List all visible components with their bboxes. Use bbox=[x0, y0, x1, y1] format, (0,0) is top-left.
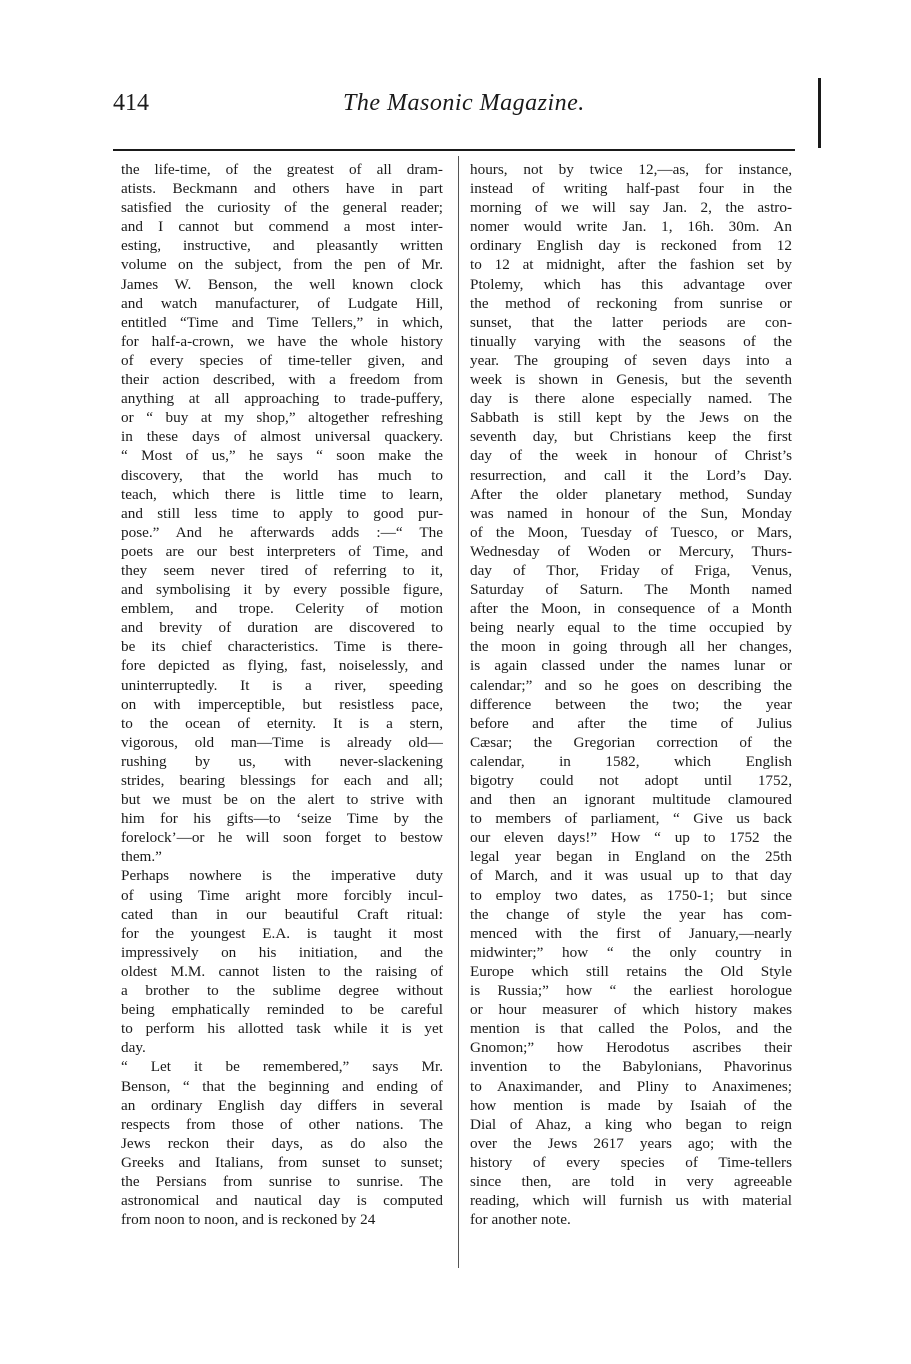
text-line: Ptolemy, which has this advantage over bbox=[470, 275, 792, 293]
text-line: impressively on his initiation, and the bbox=[121, 943, 443, 961]
text-line: of March, and it was usual up to that day bbox=[470, 867, 792, 885]
header-rule bbox=[113, 149, 795, 151]
text-line: them.” bbox=[121, 848, 162, 866]
text-line: Greeks and Italians, from sunset to sunset; bbox=[121, 1153, 443, 1171]
text-line: for another note. bbox=[470, 1211, 571, 1229]
text-line: respects from those of other nations. The bbox=[121, 1115, 443, 1133]
text-line: vigorous, old man—Time is already old— bbox=[121, 733, 443, 751]
text-line: atists. Beckmann and others have in part bbox=[121, 180, 443, 198]
text-line: and watch manufacturer, of Ludgate Hill, bbox=[121, 294, 443, 312]
text-line: Jews reckon their days, as do also the bbox=[121, 1134, 443, 1152]
text-line: anything at all approaching to trade-puffery, bbox=[121, 390, 443, 408]
text-line: tinually varying with the seasons of the bbox=[470, 332, 792, 350]
text-line: poets are our best interpreters of Time, and bbox=[121, 542, 443, 560]
text-line: a brother to the sublime degree without bbox=[121, 982, 443, 1000]
text-line: to 12 at midnight, after the fashion set by bbox=[470, 256, 792, 274]
text-line: they seem never tired of referring to it, bbox=[121, 561, 443, 579]
right-column bbox=[470, 160, 792, 1229]
text-line: be its chief characteristics. Time is there- bbox=[121, 638, 443, 656]
text-line: the moon in going through all her changes, bbox=[470, 638, 792, 656]
column-divider bbox=[458, 156, 459, 1268]
text-line: day of Thor, Friday of Friga, Venus, bbox=[470, 561, 792, 579]
text-line: since then, are told in very agreeable bbox=[470, 1172, 792, 1190]
text-line: Sabbath is still kept by the Jews on the bbox=[470, 409, 792, 427]
text-line: instead of writing half-past four in the bbox=[470, 180, 792, 198]
text-line: or hour measurer of which history makes bbox=[470, 1001, 792, 1019]
text-line: to the ocean of eternity. It is a stern, bbox=[121, 714, 443, 732]
text-line: “ Let it be remembered,” says Mr. bbox=[121, 1058, 443, 1076]
text-line: calendar;” and so he goes on describing the bbox=[470, 676, 792, 694]
text-line: in these days of almost universal quackery. bbox=[121, 428, 443, 446]
text-line: of using Time aright more forcibly incul- bbox=[121, 886, 443, 904]
text-line: year. The grouping of seven days into a bbox=[470, 351, 792, 369]
text-line: and I cannot but commend a most inter- bbox=[121, 218, 443, 236]
text-line: volume on the subject, from the pen of Mr. bbox=[121, 256, 443, 274]
text-line: is again classed under the names lunar or bbox=[470, 657, 792, 675]
text-line: ordinary English day is reckoned from 12 bbox=[470, 237, 792, 255]
text-line: mention is that called the Polos, and the bbox=[470, 1020, 792, 1038]
text-line: nomer would write Jan. 1, 16h. 30m. An bbox=[470, 218, 792, 236]
text-line: on with imperceptible, but resistless pace, bbox=[121, 695, 443, 713]
text-line: strides, bearing blessings for each and all; bbox=[121, 772, 443, 789]
text-line: is Russia;” how “ the earliest horologue bbox=[470, 982, 792, 1000]
text-line: Saturday of Saturn. The Month named bbox=[470, 581, 792, 599]
text-line: morning of we will say Jan. 2, the astro- bbox=[470, 199, 792, 217]
text-line: menced with the first of January,—nearly bbox=[470, 924, 792, 942]
left-column bbox=[121, 160, 443, 1229]
text-line: how mention is made by Isaiah of the bbox=[470, 1096, 792, 1114]
text-line: hours, not by twice 12,—as, for instance, bbox=[470, 161, 792, 178]
text-line: and symbolising it by every possible figure, bbox=[121, 581, 443, 599]
text-line: for the youngest E.A. is taught it most bbox=[121, 924, 443, 942]
text-line: over the Jews 2617 years ago; with the bbox=[470, 1134, 792, 1152]
text-line: day. bbox=[121, 1039, 146, 1057]
text-line: of every species of time-teller given, and bbox=[121, 351, 443, 369]
text-line: an ordinary English day differs in several bbox=[121, 1096, 443, 1114]
text-line: Benson, “ that the beginning and ending of bbox=[121, 1077, 443, 1095]
text-line: invention to the Babylonians, Phavorinus bbox=[470, 1058, 792, 1076]
text-line: pose.” And he afterwards adds :—“ The bbox=[121, 523, 443, 541]
text-line: Dial of Ahaz, a king who began to reign bbox=[470, 1115, 792, 1133]
text-line: rushing by us, with never-slackening bbox=[121, 752, 443, 770]
margin-mark bbox=[818, 78, 821, 148]
text-line: reading, which will furnish us with material bbox=[470, 1192, 792, 1210]
page-number: 414 bbox=[113, 90, 149, 116]
text-line: but we must be on the alert to strive with bbox=[121, 791, 443, 809]
text-line: history of every species of Time-tellers bbox=[470, 1153, 792, 1171]
text-line: Gnomon;” how Herodotus ascribes their bbox=[470, 1039, 792, 1057]
text-line: and brevity of duration are discovered to bbox=[121, 619, 443, 637]
text-line: uninterruptedly. It is a river, speeding bbox=[121, 676, 443, 694]
text-line: the method of reckoning from sunrise or bbox=[470, 294, 792, 312]
text-line: for half-a-crown, we have the whole history bbox=[121, 332, 443, 350]
text-line: to perform his allotted task while it is yet bbox=[121, 1020, 443, 1038]
text-line: Europe which still retains the Old Style bbox=[470, 962, 792, 980]
text-line: Cæsar; the Gregorian correction of the bbox=[470, 733, 792, 751]
text-line: satisfied the curiosity of the general reader; bbox=[121, 199, 443, 217]
text-line: the life-time, of the greatest of all dram- bbox=[121, 161, 443, 178]
text-line: sunset, that the latter periods are con- bbox=[470, 313, 792, 331]
text-line: seventh day, but Christians keep the first bbox=[470, 428, 792, 446]
text-line: before and after the time of Julius bbox=[470, 714, 792, 732]
text-line: to members of parliament, “ Give us back bbox=[470, 810, 792, 828]
text-line: the Persians from sunrise to sunrise. The bbox=[121, 1172, 443, 1190]
text-line: day is there alone especially named. The bbox=[470, 390, 792, 408]
text-line: cated than in our beautiful Craft ritual: bbox=[121, 905, 443, 923]
running-title: The Masonic Magazine. bbox=[343, 90, 585, 116]
text-line: Perhaps nowhere is the imperative duty bbox=[121, 867, 443, 885]
text-line: the change of style the year has com- bbox=[470, 905, 792, 923]
page-header bbox=[113, 90, 793, 130]
text-line: forelock’—or he will soon forget to bestow bbox=[121, 829, 443, 847]
text-line: being nearly equal to the time occupied by bbox=[470, 619, 792, 637]
text-line: emblem, and trope. Celerity of motion bbox=[121, 600, 443, 618]
text-line: legal year began in England on the 25th bbox=[470, 848, 792, 866]
text-line: James W. Benson, the well known clock bbox=[121, 275, 443, 293]
text-line: midwinter;” how “ the only country in bbox=[470, 943, 792, 961]
text-line: “ Most of us,” he says “ soon make the bbox=[121, 447, 443, 465]
text-line: bigotry could not adopt until 1752, bbox=[470, 772, 792, 789]
text-line: from noon to noon, and is reckoned by 24 bbox=[121, 1211, 376, 1229]
text-line: teach, which there is little time to learn, bbox=[121, 485, 443, 503]
text-line: entitled “Time and Time Tellers,” in which, bbox=[121, 313, 443, 331]
text-line: being emphatically reminded to be careful bbox=[121, 1001, 443, 1019]
text-line: calendar, in 1582, which English bbox=[470, 752, 792, 770]
text-line: him for his gifts—to ‘seize Time by the bbox=[121, 810, 443, 828]
text-line: day of the week in honour of Christ’s bbox=[470, 447, 792, 465]
text-line: to Anaximander, and Pliny to Anaximenes; bbox=[470, 1077, 792, 1095]
text-line: oldest M.M. cannot listen to the raising of bbox=[121, 962, 443, 980]
text-line: esting, instructive, and pleasantly written bbox=[121, 237, 443, 255]
text-line: to employ two dates, as 1750-1; but since bbox=[470, 886, 792, 904]
text-line: and then an ignorant multitude clamoured bbox=[470, 791, 792, 809]
text-line: fore depicted as flying, fast, noiselessly, and bbox=[121, 657, 443, 675]
text-line: difference between the two; the year bbox=[470, 695, 792, 713]
text-line: their action described, with a freedom from bbox=[121, 371, 443, 389]
text-line: After the older planetary method, Sunday bbox=[470, 485, 792, 503]
text-line: astronomical and nautical day is computed bbox=[121, 1192, 443, 1210]
text-line: our eleven days!” How “ up to 1752 the bbox=[470, 829, 792, 847]
text-line: Wednesday of Woden or Mercury, Thurs- bbox=[470, 542, 792, 560]
text-line: resurrection, and call it the Lord’s Day. bbox=[470, 466, 792, 484]
text-line: week is shown in Genesis, but the seventh bbox=[470, 371, 792, 389]
text-line: after the Moon, in consequence of a Month bbox=[470, 600, 792, 618]
text-line: discovery, that the world has much to bbox=[121, 466, 443, 484]
text-line: and still less time to apply to good pur- bbox=[121, 504, 443, 522]
text-line: of the Moon, Tuesday of Tuesco, or Mars, bbox=[470, 523, 792, 541]
text-line: was named in honour of the Sun, Monday bbox=[470, 504, 792, 522]
text-line: or “ buy at my shop,” altogether refreshing bbox=[121, 409, 443, 427]
